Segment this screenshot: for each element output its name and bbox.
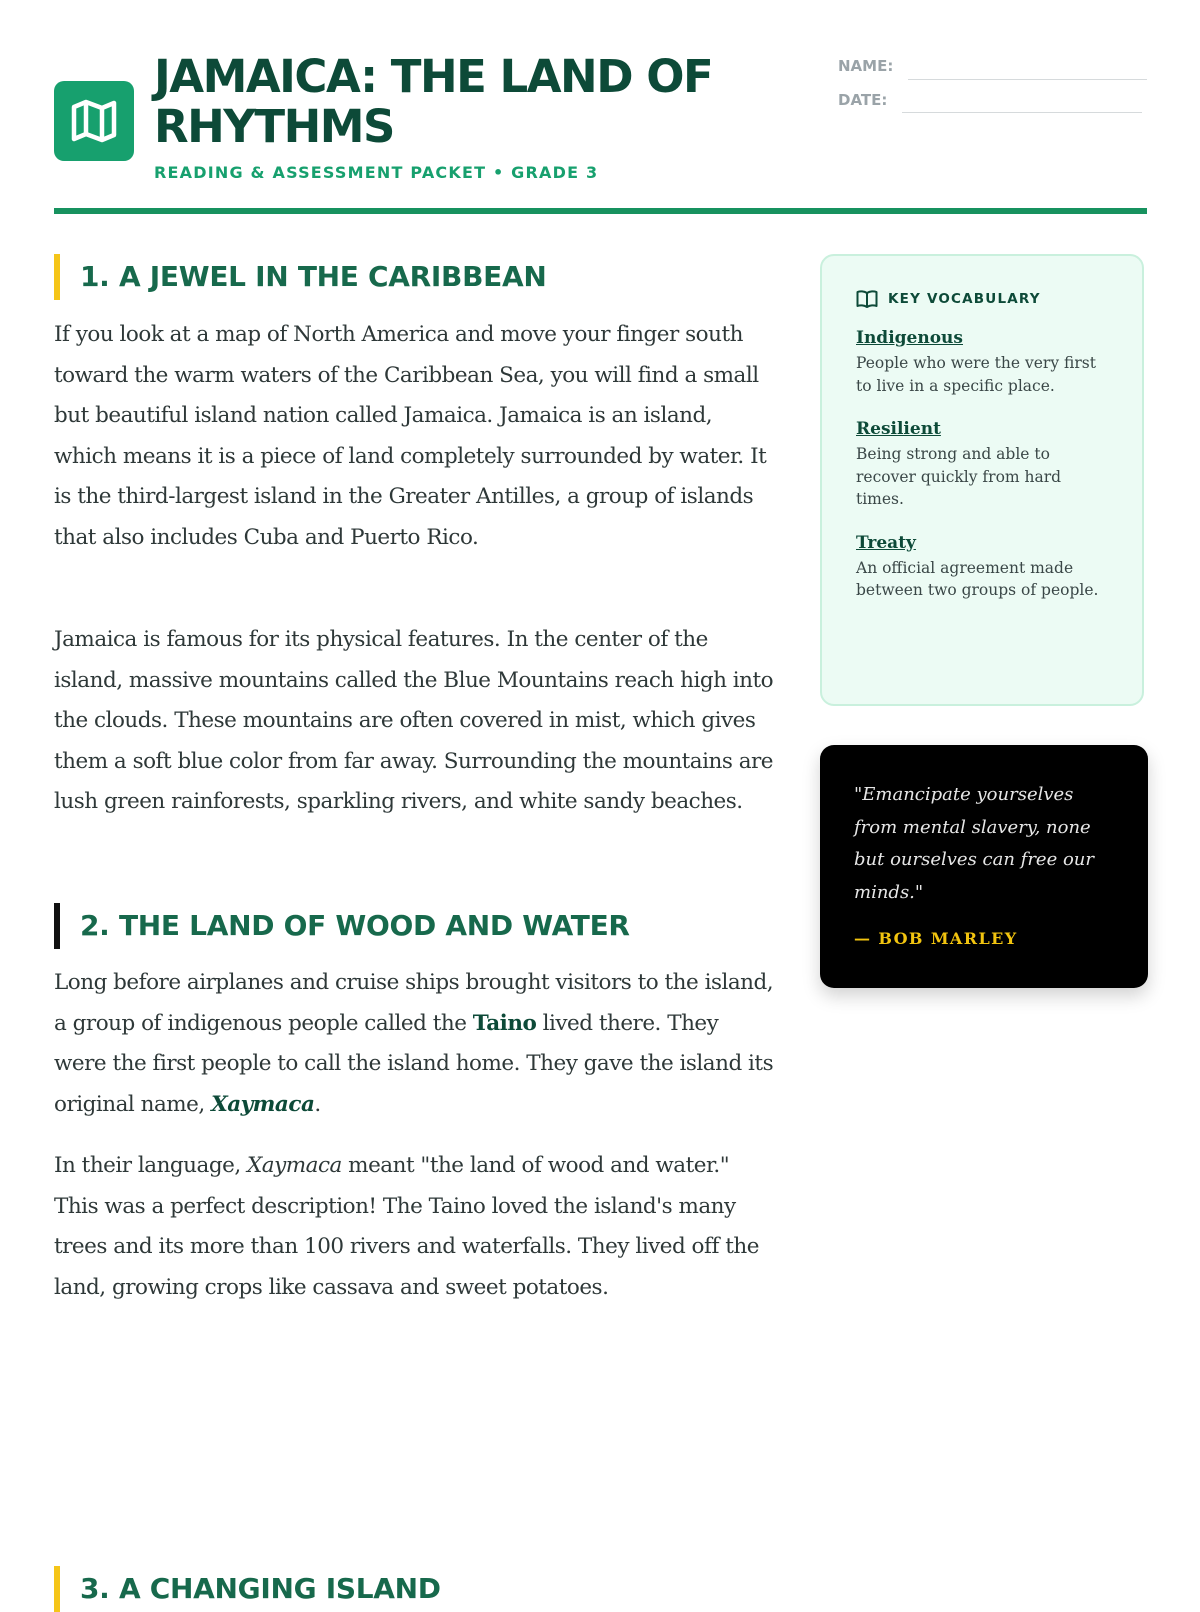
text-run: lived there. They were the first people to call the island home. They gave the island its original name, bbox=[54, 1010, 774, 1117]
section-2-paragraph-1 bbox=[54, 963, 774, 1125]
name-label: NAME: bbox=[838, 57, 894, 75]
xaymaca-term: Xaymaca bbox=[211, 1091, 315, 1117]
logo-badge bbox=[54, 81, 134, 161]
page-subtitle: READING & ASSESSMENT PACKET • GRADE 3 bbox=[154, 163, 599, 182]
map-icon bbox=[70, 99, 118, 143]
vocab-term[interactable]: Treaty bbox=[856, 532, 916, 553]
page-title: JAMAICA: THE LAND OF RHYTHMS bbox=[154, 50, 713, 153]
section-3-heading-text: 3. A CHANGING ISLAND bbox=[80, 1572, 441, 1605]
quote-text: "Emancipate yourselves from mental slavery, none but ourselves can free our minds." bbox=[854, 784, 1094, 903]
taino-term: Taino bbox=[472, 1010, 537, 1036]
section-2-heading bbox=[54, 903, 630, 949]
vocabulary-card bbox=[820, 254, 1144, 706]
vocab-item bbox=[856, 533, 1108, 602]
section-2-paragraph-2 bbox=[54, 1146, 774, 1308]
vocab-term[interactable]: Indigenous bbox=[856, 328, 963, 348]
vocab-item bbox=[856, 328, 1108, 397]
section-accent-bar bbox=[54, 1566, 60, 1612]
header-divider bbox=[54, 208, 1147, 214]
section-1-heading bbox=[54, 254, 546, 300]
text-run: Long before airplanes and cruise ships brought visitors to the island, a group of indigenous people called the bbox=[54, 970, 774, 1036]
section-1-heading-text: 1. A JEWEL IN THE CARIBBEAN bbox=[80, 260, 547, 293]
date-field[interactable] bbox=[902, 112, 1142, 113]
section-accent-bar bbox=[54, 903, 60, 949]
book-icon bbox=[856, 290, 878, 308]
section-1-paragraph-2: Jamaica is famous for its physical features. In the center of the island, massive mountains called the Blue Mountains reach high into the clouds. These mountains are often covered in mist, which gives them a soft blue color from far away. Surrounding the mountains are lush green rainforests, sparkling rivers, and white sandy beaches. bbox=[54, 627, 774, 815]
date-label: DATE: bbox=[838, 91, 888, 109]
vocab-item bbox=[856, 419, 1108, 511]
vocab-definition: People who were the very first to live in a specific place. bbox=[856, 354, 1096, 395]
section-1-paragraph-1: If you look at a map of North America and move your finger south toward the warm waters of the Caribbean Sea, you will find a small but beautiful island nation called Jamaica. Jamaica is an island, which means it is a piece of land completely surrounded by water. It is the third-largest island in the Greater Antilles, a group of islands that also includes Cuba and Puerto Rico. bbox=[54, 322, 767, 550]
vocabulary-heading-text: KEY VOCABULARY bbox=[888, 291, 1041, 307]
section-3-heading bbox=[54, 1566, 441, 1612]
text-run: meant "the land of wood and water." This was a perfect description! The Taino loved the island's many trees and its more than 100 rivers and waterfalls. They lived off the land, growing crops like cassava and sweet potatoes. bbox=[54, 1153, 759, 1300]
vocabulary-heading bbox=[856, 290, 1108, 308]
vocab-definition: An official agreement made between two groups of people. bbox=[856, 558, 1099, 599]
vocab-definition: Being strong and able to recover quickly from hard times. bbox=[856, 445, 1062, 508]
quote-card bbox=[820, 745, 1148, 988]
name-field[interactable] bbox=[908, 79, 1147, 80]
text-run: In their language, bbox=[54, 1153, 247, 1178]
section-accent-bar bbox=[54, 254, 60, 300]
text-run: . bbox=[314, 1091, 321, 1117]
xaymaca-term: Xaymaca bbox=[247, 1153, 342, 1178]
vocab-term[interactable]: Resilient bbox=[856, 419, 941, 439]
section-2-heading-text: 2. THE LAND OF WOOD AND WATER bbox=[80, 909, 630, 942]
quote-author: — BOB MARLEY bbox=[854, 929, 1018, 948]
